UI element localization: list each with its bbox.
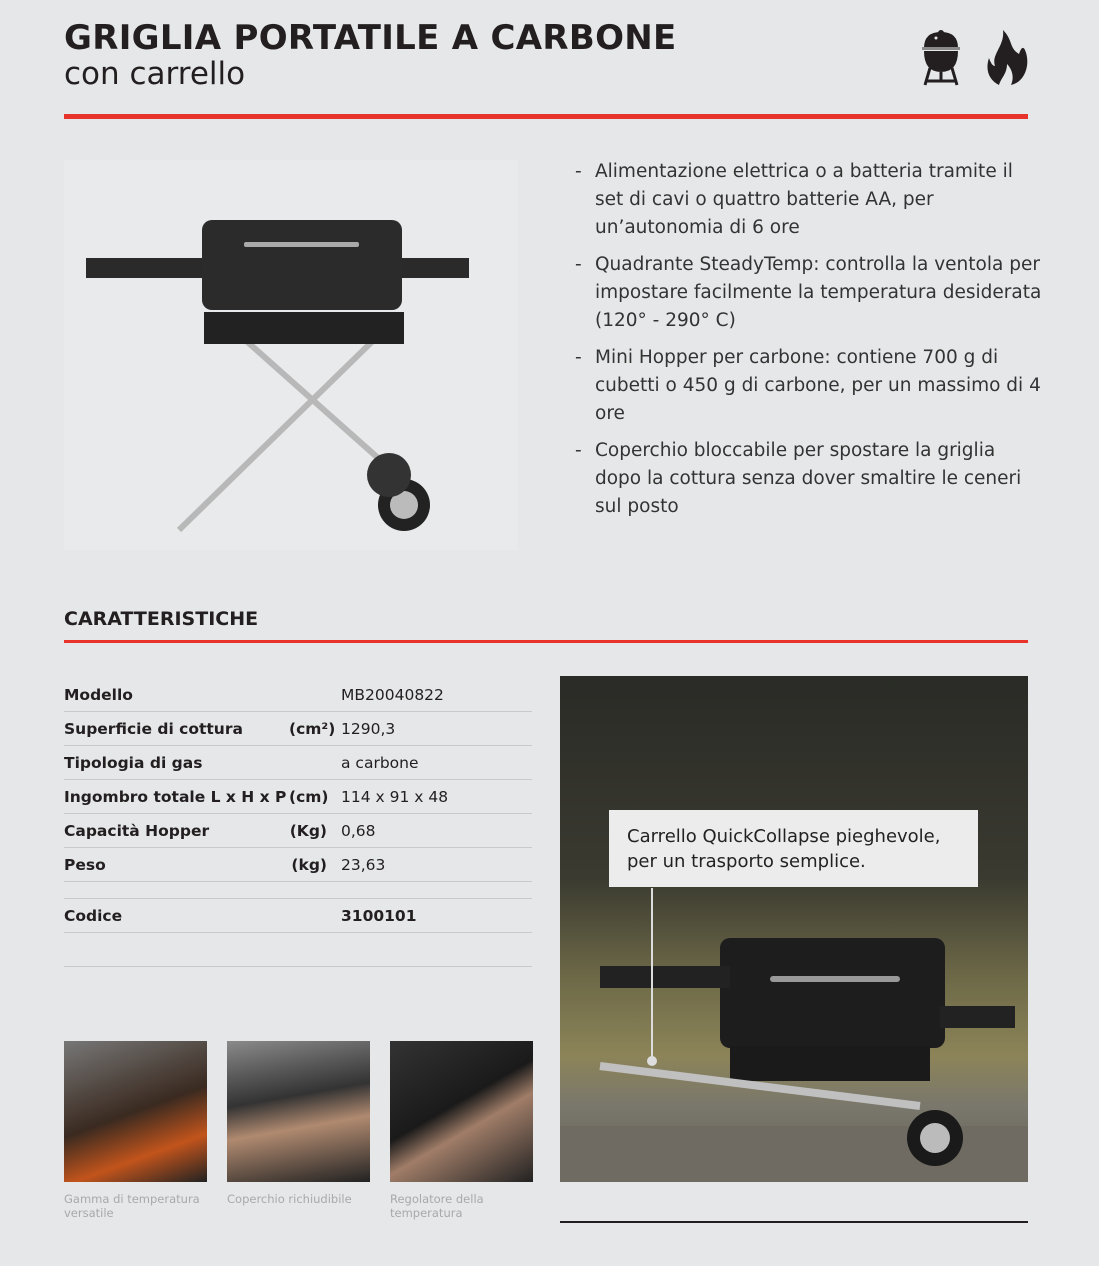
spec-unit: (kg) (291, 855, 327, 874)
spec-unit: (cm²) (289, 719, 336, 738)
spec-unit: (Kg) (289, 821, 327, 840)
thumbnail-caption: Regolatore della temperatura (390, 1192, 484, 1220)
spec-label: Modello (64, 685, 133, 704)
feature-item: - Coperchio bloccabile per spostare la griglia dopo la cottura senza dover smaltire le ceneri sul posto (575, 437, 1045, 521)
table-row (64, 848, 532, 882)
table-row (64, 712, 532, 746)
kamado-grill-icon (920, 28, 962, 86)
spec-label: Superficie di cottura (64, 719, 243, 738)
thumbnail-lid (227, 1041, 370, 1182)
thumbnail-caption: Coperchio richiudibile (227, 1192, 352, 1206)
spec-value: 3100101 (341, 906, 417, 925)
table-row (64, 746, 532, 780)
thumbnail-caption: Gamma di temperatura versatile (64, 1192, 200, 1220)
spec-value: 0,68 (341, 821, 376, 840)
spec-label: Ingombro totale L x H x P (64, 787, 287, 806)
table-row (64, 814, 532, 848)
spec-value: a carbone (341, 753, 419, 772)
product-image (64, 160, 518, 550)
page-title: GRIGLIA PORTATILE A CARBONE (64, 18, 677, 58)
specs-table (64, 678, 532, 967)
feature-item: - Mini Hopper per carbone: contiene 700 g di cubetti o 450 g di carbone, per un massimo di 4 ore (575, 344, 1045, 428)
feature-list (575, 158, 1045, 530)
spec-value: 23,63 (341, 855, 386, 874)
spec-value: 1290,3 (341, 719, 396, 738)
spec-label: Codice (64, 906, 123, 925)
divider (64, 933, 532, 967)
thumbnail-cooking (64, 1041, 207, 1182)
spec-label: Capacità Hopper (64, 821, 210, 840)
table-row (64, 678, 532, 712)
spec-value: MB20040822 (341, 685, 444, 704)
spec-label: Tipologia di gas (64, 753, 203, 772)
specs-heading: CARATTERISTICHE (64, 608, 259, 630)
spec-unit: (cm) (289, 787, 329, 806)
lifestyle-photo (560, 676, 1028, 1182)
spec-value: 114 x 91 x 48 (341, 787, 449, 806)
spec-label: Peso (64, 855, 106, 874)
flame-icon (985, 28, 1029, 86)
feature-item: - Quadrante SteadyTemp: controlla la ventola per impostare facilmente la temperatura desiderata (120° - 290° C) (575, 251, 1045, 335)
specs-divider (64, 640, 1028, 643)
code-row (64, 899, 532, 933)
table-row (64, 780, 532, 814)
header-divider (64, 114, 1028, 119)
page-subtitle: con carrello (64, 56, 246, 92)
footer-divider (560, 1221, 1028, 1223)
divider (64, 882, 532, 899)
feature-item: - Alimentazione elettrica o a batteria tramite il set di cavi o quattro batterie AA, per un’autonomia di 6 ore (575, 158, 1045, 242)
thumbnail-dial (390, 1041, 533, 1182)
photo-callout: Carrello QuickCollapse pieghevole, per un trasporto semplice. (609, 810, 978, 887)
